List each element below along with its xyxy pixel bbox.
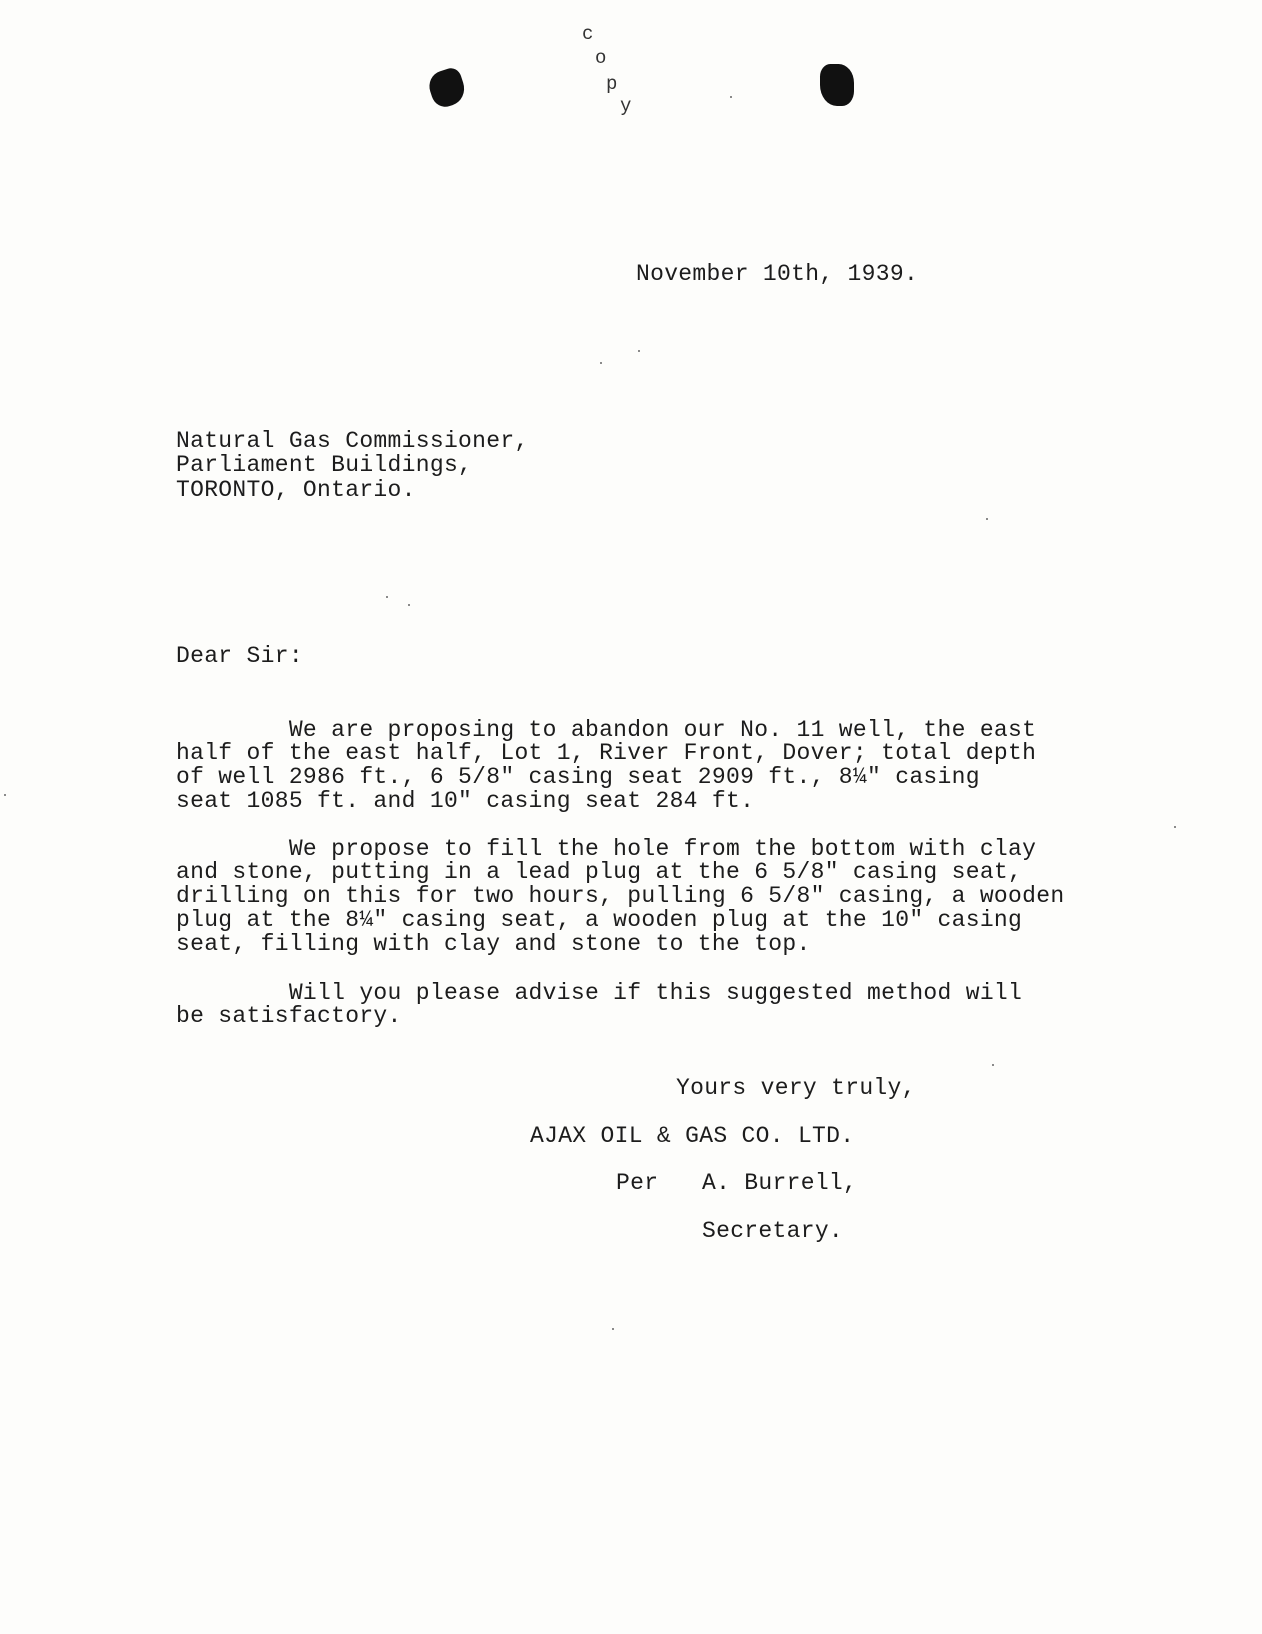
speck xyxy=(612,1328,614,1330)
body-line: seat, filling with clay and stone to the top. xyxy=(176,931,811,957)
body-line: drilling on this for two hours, pulling 6 5/8" casing, a wooden xyxy=(176,883,1065,909)
speck xyxy=(386,596,388,598)
company-name: AJAX OIL & GAS CO. LTD. xyxy=(530,1123,855,1149)
per-label: Per xyxy=(616,1170,659,1196)
copy-stamp-letter-y: y xyxy=(620,95,632,117)
body-line: Will you please advise if this suggested method will xyxy=(176,980,1023,1006)
speck xyxy=(730,96,732,98)
signer-title: Secretary. xyxy=(702,1218,844,1244)
address-line: Natural Gas Commissioner, xyxy=(176,428,529,454)
ink-blot-right xyxy=(820,64,854,106)
body-line: plug at the 8¼" casing seat, a wooden plug at the 10" casing xyxy=(176,907,1023,933)
speck xyxy=(638,350,640,352)
copy-stamp-letter-o: o xyxy=(595,47,607,69)
address-line: TORONTO, Ontario. xyxy=(176,477,416,503)
speck xyxy=(600,362,602,364)
body-line: and stone, putting in a lead plug at the 6 5/8" casing seat, xyxy=(176,859,1023,885)
body-line: We are proposing to abandon our No. 11 well, the east xyxy=(176,717,1037,743)
body-line: We propose to fill the hole from the bottom with clay xyxy=(176,836,1037,862)
body-line: of well 2986 ft., 6 5/8" casing seat 2909 ft., 8¼" casing xyxy=(176,764,980,790)
signer-name: A. Burrell, xyxy=(702,1170,858,1196)
closing: Yours very truly, xyxy=(676,1075,916,1101)
speck xyxy=(4,794,6,796)
copy-stamp-letter-c: c xyxy=(582,23,594,45)
body-line: be satisfactory. xyxy=(176,1003,402,1029)
body-line: half of the east half, Lot 1, River Front, Dover; total depth xyxy=(176,740,1037,766)
salutation: Dear Sir: xyxy=(176,643,303,669)
body-line: seat 1085 ft. and 10" casing seat 284 ft. xyxy=(176,788,755,814)
ink-blot-left xyxy=(425,66,468,111)
speck xyxy=(408,604,410,606)
speck xyxy=(1174,826,1176,828)
speck xyxy=(992,1064,994,1066)
speck xyxy=(986,518,988,520)
copy-stamp-letter-p: p xyxy=(606,73,618,95)
address-line: Parliament Buildings, xyxy=(176,452,473,478)
letter-date: November 10th, 1939. xyxy=(636,261,919,287)
